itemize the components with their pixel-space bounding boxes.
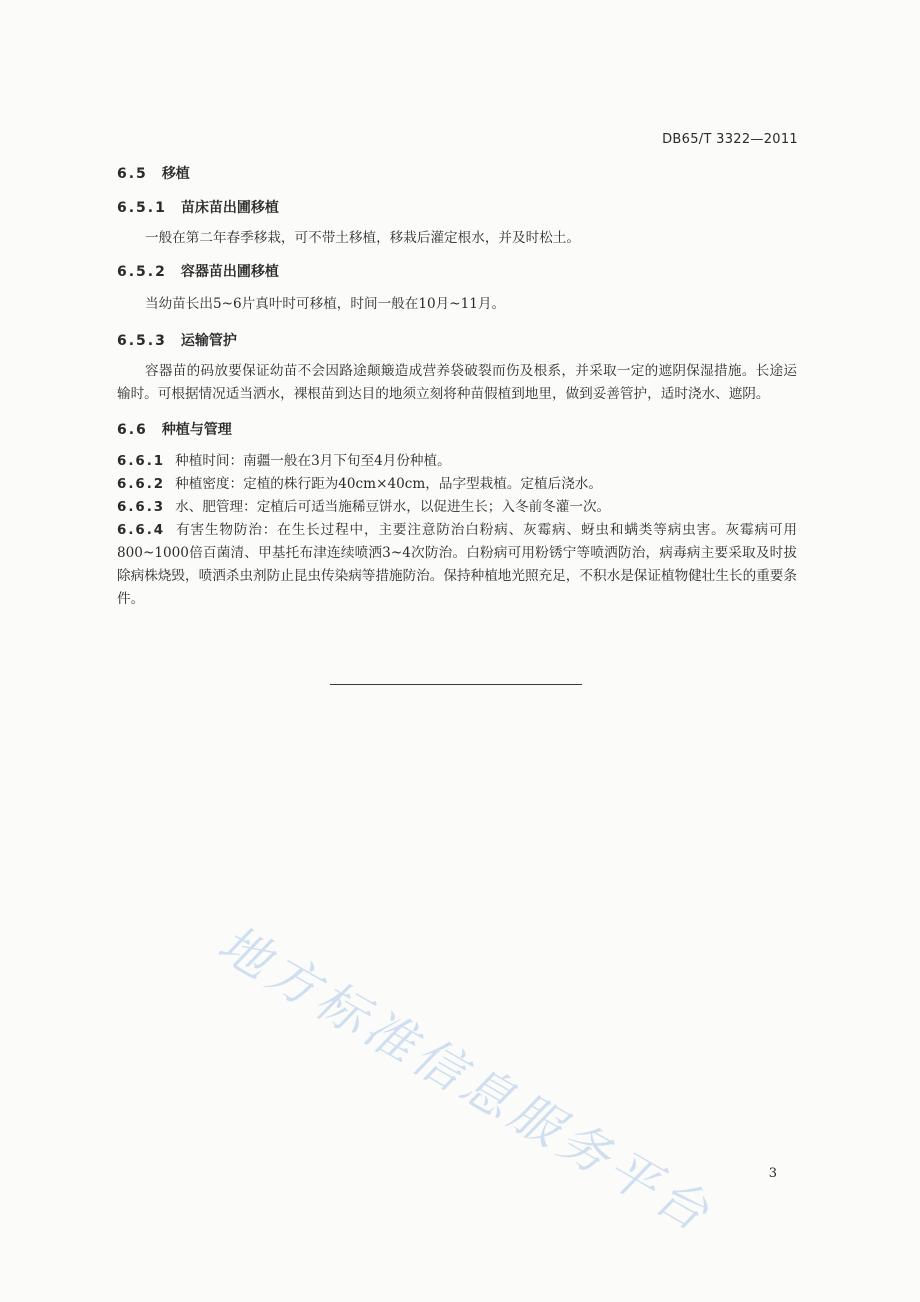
item-text: 有害生物防治：在生长过程中，主要注意防治白粉病、灰霉病、蚜虫和螨类等病虫害。灰霉病可用800~1000倍百菌清、甲基托布津连续喷洒3~4次防治。白粉病可用粉锈宁等喷洒防治，病毒病主要采取及时拔除病株烧毁，喷洒杀虫剂防止昆虫传染病等措施防治。保持种植地光照充足，不积水是保证植物健壮生长的重要条件。 <box>117 522 797 607</box>
heading-6-5-1 <box>117 198 797 218</box>
item-6-6-3 <box>117 496 797 519</box>
heading-6-6 <box>117 420 797 440</box>
heading-title: 苗床苗出圃移植 <box>180 200 279 216</box>
heading-6-5 <box>117 164 797 184</box>
heading-number: 6.5.3 <box>117 333 167 349</box>
document-body <box>117 164 797 611</box>
paragraph-6-5-2: 当幼苗长出5~6片真叶时可移植，时间一般在10月~11月。 <box>145 296 506 312</box>
item-number: 6.6.2 <box>117 477 166 492</box>
page-number: 3 <box>768 1166 777 1181</box>
heading-number: 6.5.1 <box>117 200 167 216</box>
item-6-6-2 <box>117 473 797 496</box>
item-text: 种植时间：南疆一般在3月下旬至4月份种植。 <box>175 453 451 469</box>
item-text: 种植密度：定植的株行距为40cm×40cm，品字型栽植。定植后浇水。 <box>175 476 602 492</box>
heading-number: 6.6 <box>117 422 148 438</box>
heading-title: 移植 <box>161 166 190 182</box>
watermark: 地方标准信息服务平台 <box>208 914 723 1245</box>
heading-6-5-2 <box>117 262 797 282</box>
heading-number: 6.5 <box>117 166 148 182</box>
heading-title: 运输管护 <box>180 333 237 349</box>
paragraph-6-5-1: 一般在第二年春季移栽，可不带土移植，移栽后灌定根水，并及时松土。 <box>145 230 580 246</box>
heading-title: 种植与管理 <box>161 422 232 438</box>
doc-code: DB65/T 3322—2011 <box>662 132 798 147</box>
heading-number: 6.5.2 <box>117 264 167 280</box>
item-number: 6.6.1 <box>117 454 166 469</box>
heading-6-5-3 <box>117 331 797 351</box>
item-number: 6.6.3 <box>117 500 166 515</box>
end-rule <box>330 684 582 685</box>
item-6-6-1 <box>117 450 797 473</box>
item-text: 水、肥管理：定植后可适当施稀豆饼水，以促进生长；入冬前冬灌一次。 <box>175 499 611 515</box>
item-6-6-4 <box>117 519 797 611</box>
paragraph-6-5-3: 容器苗的码放要保证幼苗不会因路途颠簸造成营养袋破裂而伤及根系，并采取一定的遮阴保湿措施。长途运输时。可根据情况适当洒水，裸根苗到达目的地须立刻将种苗假植到地里，做到妥善管护，适时浇水、遮阴。 <box>117 363 797 402</box>
heading-title: 容器苗出圃移植 <box>180 264 279 280</box>
item-number: 6.6.4 <box>117 523 166 538</box>
